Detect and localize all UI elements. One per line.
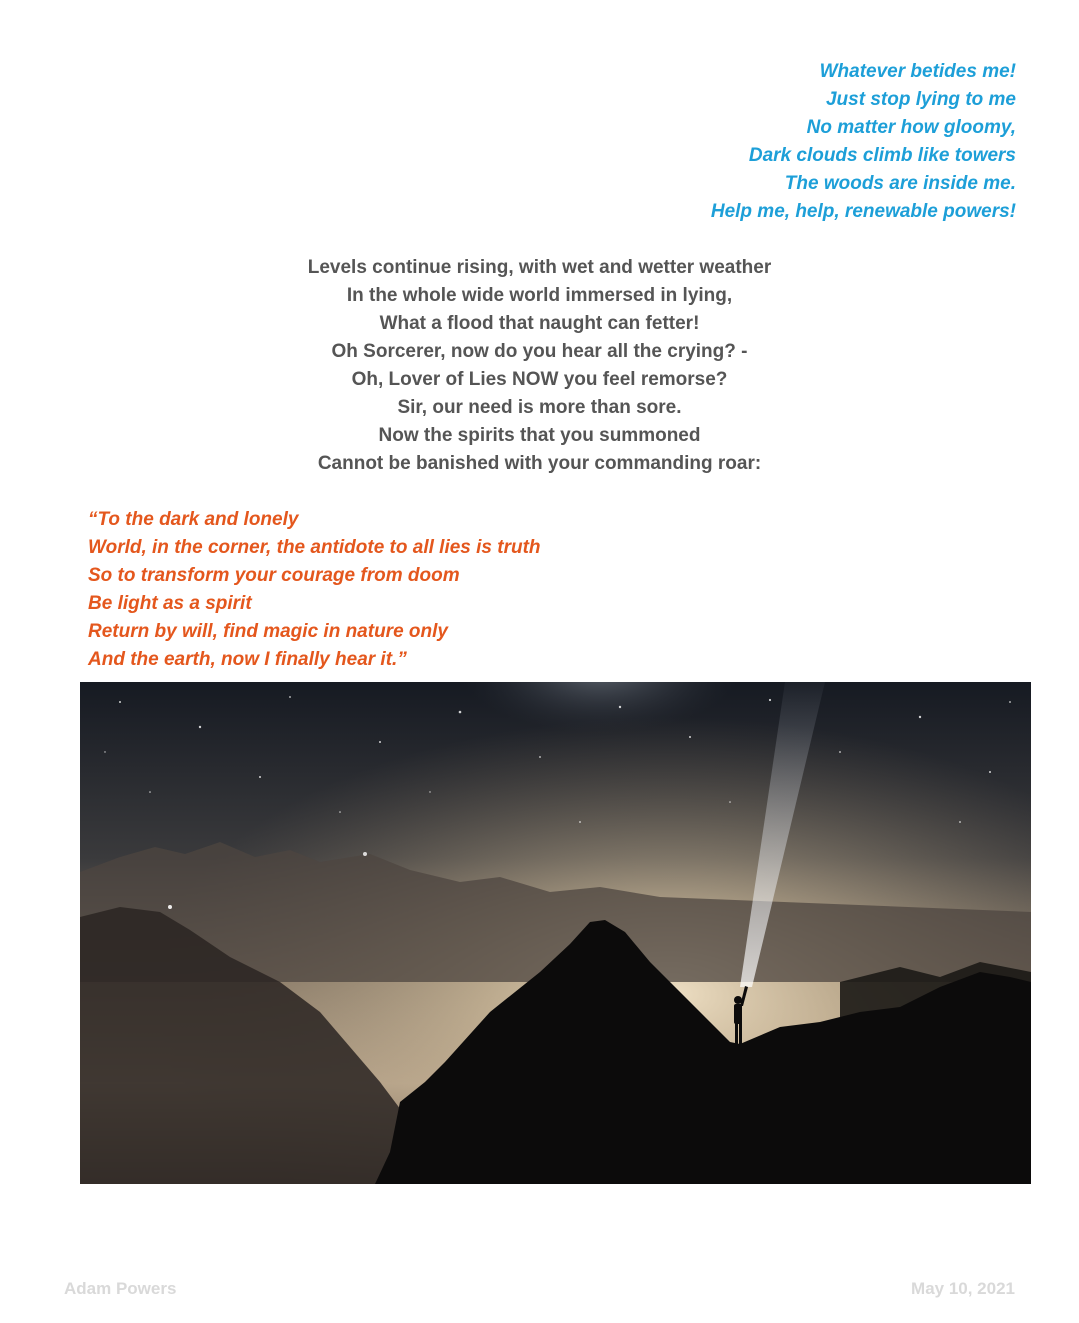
poem-line: Just stop lying to me — [825, 89, 1016, 110]
poem-line: No matter how gloomy, — [806, 117, 1016, 138]
poem-line: Be light as a spirit — [88, 593, 252, 614]
poem-line: Help me, help, renewable powers! — [710, 201, 1016, 222]
poem-line: The woods are inside me. — [784, 173, 1016, 194]
poem-line: Sir, our need is more than sore. — [397, 397, 682, 418]
poem-line: So to transform your courage from doom — [88, 565, 460, 586]
night-mountain-photo — [80, 682, 1031, 1184]
poem-line: Now the spirits that you summoned — [378, 425, 701, 446]
stanza-blue — [711, 58, 1016, 226]
poem-line: What a flood that naught can fetter! — [379, 313, 700, 334]
poem-line: Oh Sorcerer, now do you hear all the crying? - — [331, 341, 748, 362]
poem-line: Dark clouds climb like towers — [748, 145, 1016, 166]
photo-illustration — [80, 682, 1031, 1184]
poem-line: Oh, Lover of Lies NOW you feel remorse? — [351, 369, 728, 390]
poem-line: Return by will, find magic in nature only — [88, 621, 448, 642]
stanza-grey — [0, 254, 1079, 478]
poem-line: Cannot be banished with your commanding roar: — [317, 453, 762, 474]
poem-line: And the earth, now I finally hear it.” — [88, 649, 407, 670]
author-name: Adam Powers — [64, 1279, 177, 1298]
publish-date: May 10, 2021 — [911, 1279, 1015, 1298]
poem-line: Levels continue rising, with wet and wetter weather — [307, 257, 772, 278]
poem-line: World, in the corner, the antidote to all lies is truth — [88, 537, 541, 558]
poem-line: In the whole wide world immersed in lying, — [346, 285, 733, 306]
poem-line: “To the dark and lonely — [88, 509, 299, 530]
poem-line: Whatever betides me! — [819, 61, 1016, 82]
stanza-orange — [88, 506, 541, 674]
